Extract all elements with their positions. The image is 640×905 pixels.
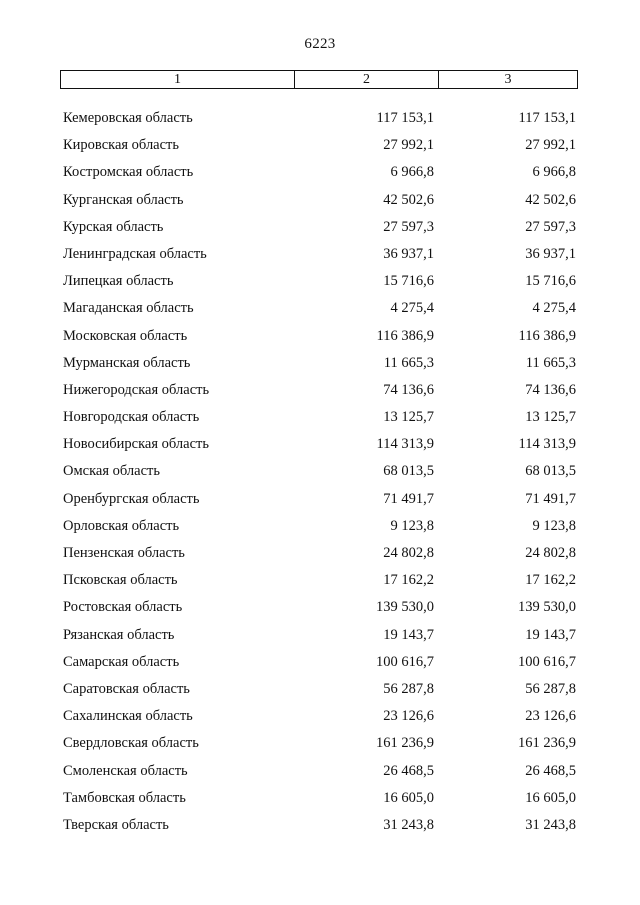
value-col-3: 23 126,6 — [525, 708, 576, 725]
table-row — [0, 516, 640, 543]
value-col-3: 26 468,5 — [525, 762, 576, 779]
region-name: Самарская область — [63, 653, 180, 670]
value-col-3: 27 597,3 — [525, 218, 576, 235]
value-col-2: 26 468,5 — [383, 762, 434, 779]
table-row — [0, 679, 640, 706]
page-number: 6223 — [304, 36, 336, 52]
region-name: Саратовская область — [63, 680, 190, 697]
table-row — [0, 380, 640, 407]
header-col-2: 2 — [295, 71, 439, 88]
value-col-2: 23 126,6 — [383, 708, 434, 725]
value-col-3: 117 153,1 — [518, 110, 576, 126]
value-col-3: 19 143,7 — [525, 626, 576, 643]
table-row — [0, 706, 640, 733]
table-row — [0, 108, 640, 135]
value-col-2: 42 502,6 — [383, 191, 434, 208]
value-col-2: 100 616,7 — [376, 653, 434, 670]
value-col-2: 56 287,8 — [383, 680, 434, 697]
value-col-3: 56 287,8 — [525, 680, 576, 697]
value-col-2: 4 275,4 — [390, 300, 434, 317]
value-col-3: 27 992,1 — [525, 137, 576, 154]
value-col-3: 6 966,8 — [532, 164, 576, 181]
region-name: Смоленская область — [63, 762, 188, 779]
table-row — [0, 407, 640, 434]
region-name: Курская область — [63, 218, 164, 235]
header-col-3: 3 — [504, 72, 512, 87]
region-name: Тамбовская область — [63, 789, 186, 806]
region-name: Псковская область — [63, 572, 178, 589]
value-col-2: 24 802,8 — [383, 545, 434, 561]
value-col-2: 74 136,6 — [383, 381, 434, 398]
value-col-2: 36 937,1 — [383, 245, 434, 262]
value-col-2: 16 605,0 — [383, 789, 434, 806]
value-col-3: 71 491,7 — [525, 490, 576, 507]
region-name: Оренбургская область — [63, 490, 200, 507]
table-header — [60, 70, 578, 89]
value-col-2: 11 665,3 — [383, 354, 434, 371]
table-row — [0, 434, 640, 461]
table-row — [0, 217, 640, 244]
region-name: Нижегородская область — [63, 381, 210, 398]
table-row — [0, 489, 640, 516]
value-col-2: 161 236,9 — [376, 735, 434, 752]
value-col-3: 9 123,8 — [532, 517, 576, 534]
region-name: Курганская область — [63, 191, 184, 208]
table-row — [0, 761, 640, 788]
region-name: Кемеровская область — [63, 110, 193, 126]
value-col-3: 114 313,9 — [518, 436, 576, 453]
region-name: Московская область — [63, 327, 188, 344]
value-col-2: 116 386,9 — [376, 327, 434, 344]
value-col-2: 68 013,5 — [383, 463, 434, 480]
value-col-2: 13 125,7 — [383, 409, 434, 426]
value-col-2: 17 162,2 — [383, 572, 434, 589]
table-row — [0, 326, 640, 353]
value-col-3: 17 162,2 — [525, 572, 576, 589]
table-row — [0, 271, 640, 298]
value-col-3: 24 802,8 — [525, 545, 576, 561]
header-col-1: 1 — [61, 71, 295, 88]
table-row — [0, 298, 640, 325]
table-row — [0, 461, 640, 488]
region-name: Кировская область — [63, 137, 180, 154]
table-row — [0, 543, 640, 570]
region-name: Новосибирская область — [63, 436, 209, 453]
table-row — [0, 135, 640, 162]
region-name: Магаданская область — [63, 300, 194, 317]
value-col-2: 15 716,6 — [383, 273, 434, 290]
value-col-2: 114 313,9 — [376, 436, 434, 453]
value-col-3: 100 616,7 — [518, 653, 576, 670]
table-row — [0, 162, 640, 189]
value-col-3: 161 236,9 — [518, 735, 576, 752]
value-col-2: 27 992,1 — [383, 137, 434, 154]
region-name: Ленинградская область — [63, 245, 207, 262]
table-row — [0, 652, 640, 679]
region-name: Омская область — [63, 463, 160, 480]
region-name: Новгородская область — [63, 409, 200, 426]
value-col-3: 11 665,3 — [525, 354, 576, 371]
value-col-2: 27 597,3 — [383, 218, 434, 235]
value-col-2: 31 243,8 — [383, 816, 434, 833]
value-col-3: 36 937,1 — [525, 245, 576, 262]
value-col-2: 139 530,0 — [376, 599, 434, 616]
table-row — [0, 244, 640, 271]
table-row — [0, 733, 640, 760]
table-row — [0, 815, 640, 842]
table-row — [0, 597, 640, 624]
table-row — [0, 788, 640, 815]
region-name: Орловская область — [63, 517, 180, 534]
value-col-3: 15 716,6 — [525, 273, 576, 290]
region-name: Свердловская область — [63, 735, 199, 752]
region-name: Ростовская область — [63, 599, 183, 616]
value-col-2: 9 123,8 — [390, 517, 434, 534]
value-col-3: 116 386,9 — [518, 327, 576, 344]
table-body — [0, 108, 640, 842]
value-col-3: 4 275,4 — [532, 300, 576, 317]
region-name: Рязанская область — [63, 626, 175, 643]
region-name: Липецкая область — [63, 273, 174, 290]
region-name: Костромская область — [63, 164, 194, 181]
value-col-3: 139 530,0 — [518, 599, 576, 616]
value-col-3: 74 136,6 — [525, 381, 576, 398]
region-name: Тверская область — [63, 816, 169, 833]
value-col-3: 68 013,5 — [525, 463, 576, 480]
value-col-3: 13 125,7 — [525, 409, 576, 426]
region-name: Пензенская область — [63, 545, 185, 561]
table-row — [0, 190, 640, 217]
region-name: Мурманская область — [63, 354, 191, 371]
region-name: Сахалинская область — [63, 708, 193, 725]
value-col-2: 6 966,8 — [390, 164, 434, 181]
value-col-3: 31 243,8 — [525, 816, 576, 833]
table-row — [0, 353, 640, 380]
value-col-3: 42 502,6 — [525, 191, 576, 208]
value-col-2: 71 491,7 — [383, 490, 434, 507]
table-row — [0, 625, 640, 652]
table-row — [0, 570, 640, 597]
value-col-2: 117 153,1 — [376, 110, 434, 126]
value-col-2: 19 143,7 — [383, 626, 434, 643]
value-col-3: 16 605,0 — [525, 789, 576, 806]
